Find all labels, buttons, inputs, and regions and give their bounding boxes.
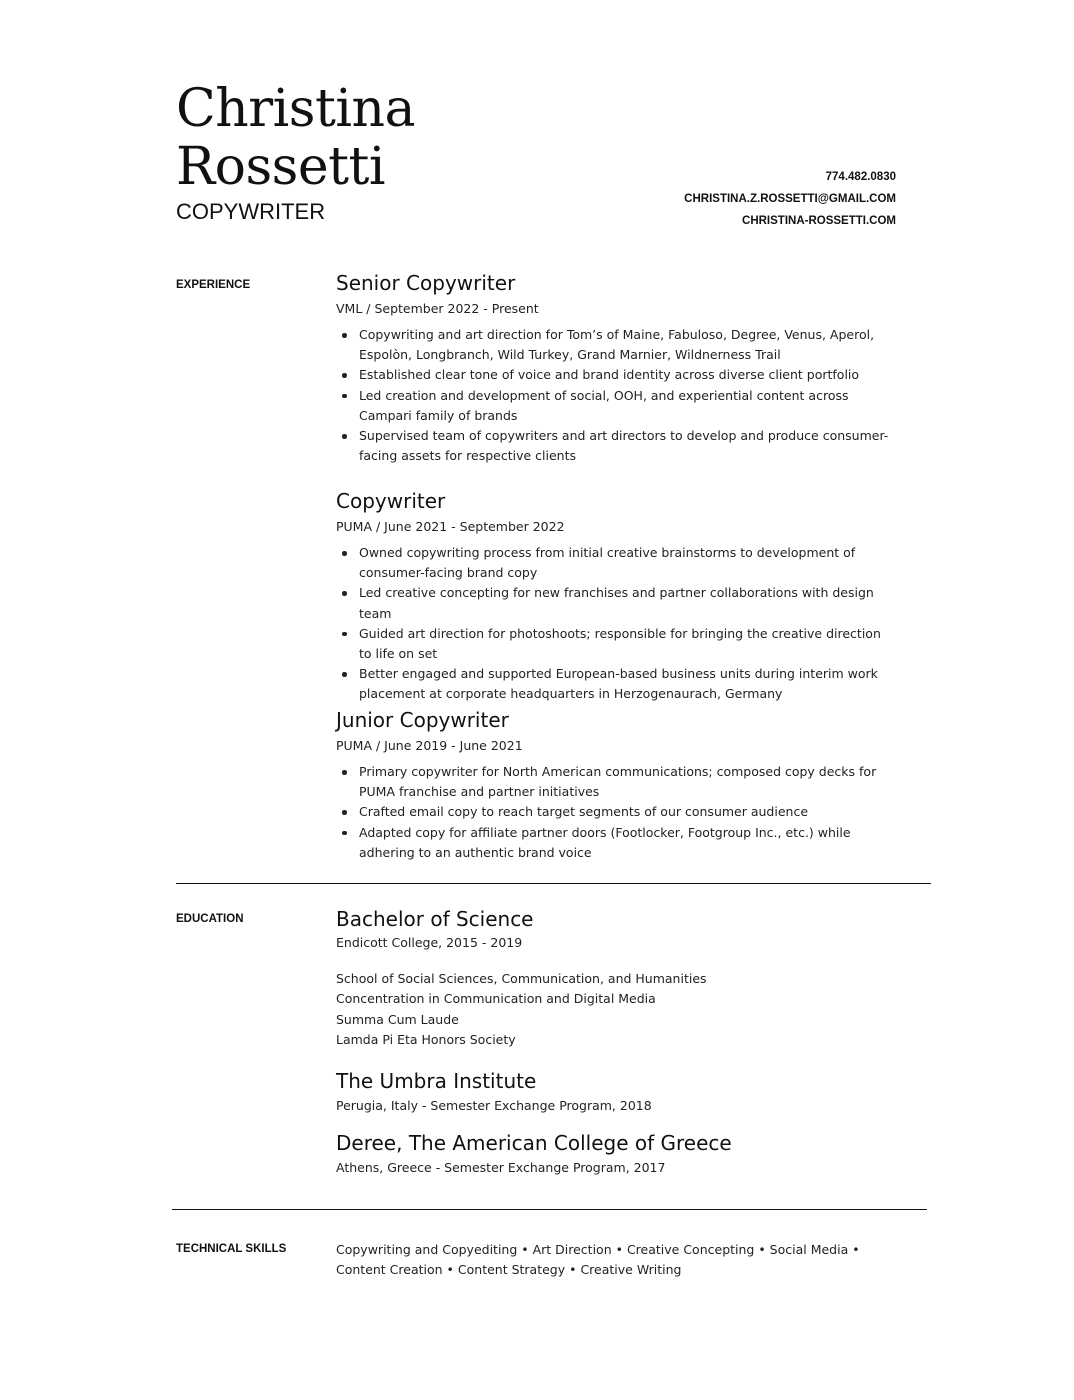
experience-section-3 — [336, 708, 896, 863]
job-meta: VML / September 2022 - Present — [336, 301, 539, 316]
skills-list: Copywriting and Copyediting • Art Direction • Creative Concepting • Social Media • Content Creation • Content Strategy • Creative Writing — [336, 1242, 860, 1277]
degree-detail-line: School of Social Sciences, Communication, and Humanities — [336, 971, 707, 986]
bullet-item: Primary copywriter for North American communications; composed copy decks for PUMA franchise and partner initiatives — [336, 762, 896, 802]
job-bullets — [336, 325, 896, 466]
degree-title: Bachelor of Science — [336, 907, 534, 931]
job-senior-copywriter — [336, 271, 896, 466]
school-title: The Umbra Institute — [336, 1069, 537, 1093]
contact-block — [684, 166, 896, 232]
skills-label: TECHNICAL SKILLS — [176, 1243, 287, 1255]
section-divider — [172, 1209, 927, 1210]
bullet-item: Crafted email copy to reach target segments of our consumer audience — [336, 802, 896, 822]
job-title: Copywriter — [336, 489, 446, 513]
job-bullets — [336, 543, 896, 705]
education-deree — [336, 1131, 896, 1178]
bullet-item: Better engaged and supported European-based business units during interim work placement at corporate headquarters in Herzogenaurach, Germany — [336, 664, 896, 704]
bullet-item: Supervised team of copywriters and art directors to develop and produce consumer-facing assets for respective clients — [336, 426, 896, 466]
bullet-item: Guided art direction for photoshoots; responsible for bringing the creative direction to life on set — [336, 624, 896, 664]
job-title: Senior Copywriter — [336, 271, 516, 295]
bullet-item: Copywriting and art direction for Tom’s of Maine, Fabuloso, Degree, Venus, Aperol, Espolòn, Longbranch, Wild Turkey, Grand Marnier, Wildnerness Trail — [336, 325, 896, 365]
job-bullets — [336, 762, 896, 863]
job-role: COPYWRITER — [176, 199, 326, 224]
experience-section — [336, 271, 896, 466]
bullet-item: Owned copywriting process from initial creative brainstorms to development of consumer-facing brand copy — [336, 543, 896, 583]
experience-label: EXPERIENCE — [176, 279, 251, 291]
job-junior-copywriter — [336, 708, 896, 863]
experience-section-2 — [336, 489, 896, 705]
degree-detail-line: Lamda Pi Eta Honors Society — [336, 1032, 516, 1048]
education-degree — [336, 907, 896, 1051]
last-name: Rossetti — [176, 137, 386, 197]
school-meta: Athens, Greece - Semester Exchange Program, 2017 — [336, 1160, 666, 1175]
education-umbra — [336, 1069, 896, 1116]
school-title: Deree, The American College of Greece — [336, 1131, 732, 1155]
candidate-name — [176, 80, 415, 196]
website-url: CHRISTINA-ROSSETTI.COM — [742, 215, 896, 227]
degree-details — [336, 969, 896, 1051]
bullet-item: Led creative concepting for new franchises and partner collaborations with design team — [336, 583, 896, 623]
bullet-item: Established clear tone of voice and brand identity across diverse client portfolio — [336, 365, 896, 385]
job-meta: PUMA / June 2021 - September 2022 — [336, 519, 565, 534]
school-meta: Perugia, Italy - Semester Exchange Program, 2018 — [336, 1098, 652, 1113]
degree-detail-line: Concentration in Communication and Digital Media — [336, 991, 656, 1007]
bullet-item: Adapted copy for affiliate partner doors (Footlocker, Footgroup Inc., etc.) while adhering to an authentic brand voice — [336, 823, 896, 863]
section-divider — [176, 883, 931, 884]
first-name: Christina — [176, 79, 415, 139]
phone-number: 774.482.0830 — [825, 171, 896, 183]
job-title: Junior Copywriter — [336, 708, 509, 732]
degree-meta: Endicott College, 2015 - 2019 — [336, 935, 523, 950]
job-copywriter — [336, 489, 896, 705]
bullet-item: Led creation and development of social, OOH, and experiential content across Campari family of brands — [336, 386, 896, 426]
degree-detail-line: Summa Cum Laude — [336, 1011, 459, 1027]
job-meta: PUMA / June 2019 - June 2021 — [336, 738, 523, 753]
email-address: CHRISTINA.Z.ROSSETTI@GMAIL.COM — [684, 193, 896, 205]
education-label: EDUCATION — [176, 913, 244, 925]
